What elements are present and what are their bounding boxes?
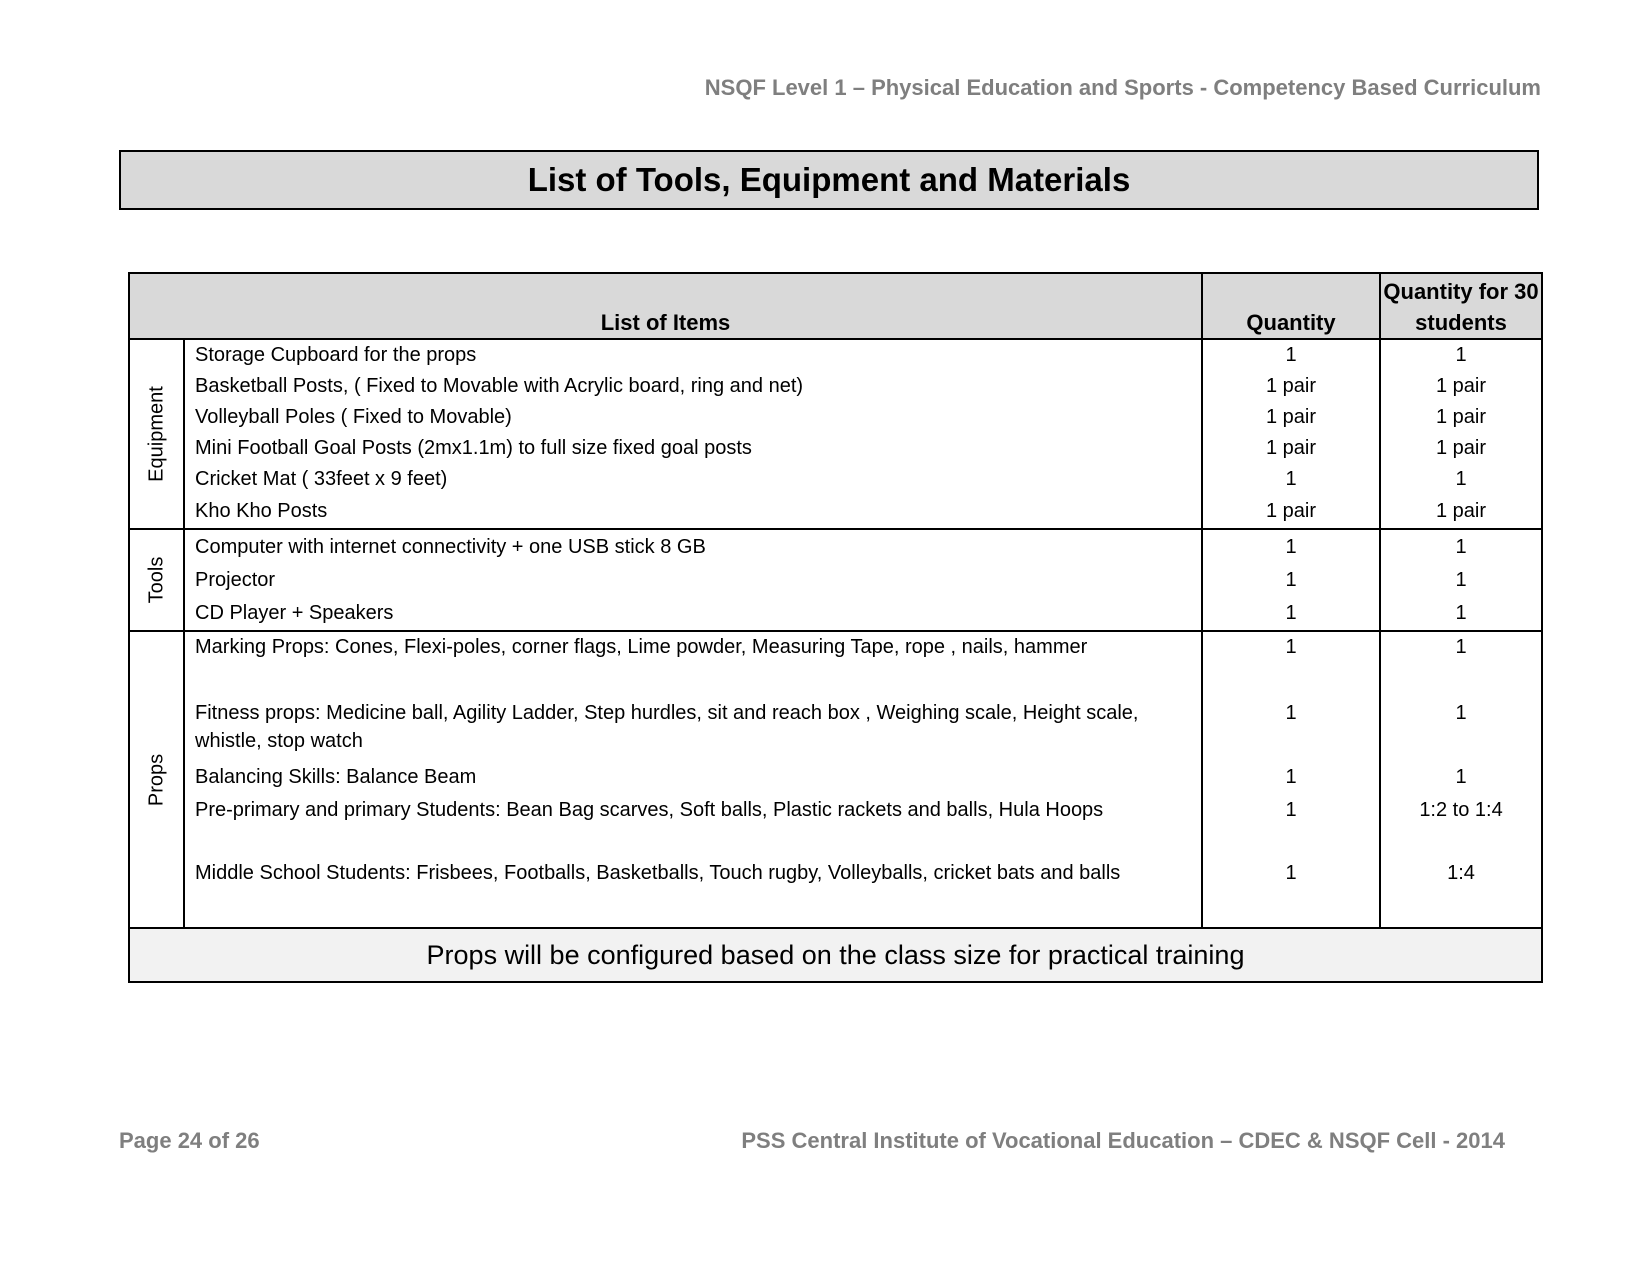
list-item: Storage Cupboard for the props xyxy=(195,343,477,366)
quantity-30-value: 1 xyxy=(1455,765,1467,788)
quantity-30-value: 1 xyxy=(1455,468,1467,490)
category-label: Tools xyxy=(145,556,167,604)
column-header-items: List of Items xyxy=(129,273,1202,339)
quantity-30-value: 1 xyxy=(1455,635,1467,658)
quantity-value: 1 xyxy=(1285,602,1297,624)
page-number: Page 24 of 26 xyxy=(119,1128,260,1153)
quantity-30-value: 1 xyxy=(1455,602,1467,624)
quantity-30-value: 1:2 to 1:4 xyxy=(1419,798,1503,821)
props-group xyxy=(129,631,1542,928)
list-item: Computer with internet connectivity + one USB stick 8 GB xyxy=(195,535,706,558)
category-tools xyxy=(129,529,184,631)
quantity-value: 1 xyxy=(1285,343,1297,366)
list-item: Cricket Mat ( 33feet x 9 feet) xyxy=(195,468,448,490)
list-item: Volleyball Poles ( Fixed to Movable) xyxy=(195,406,512,428)
list-item: CD Player + Speakers xyxy=(195,602,394,624)
quantity-value: 1 pair xyxy=(1266,500,1317,522)
category-props xyxy=(129,631,184,928)
quantity-value: 1 pair xyxy=(1266,406,1317,428)
quantity-30-value: 1 pair xyxy=(1436,374,1487,397)
list-item: Middle School Students: Frisbees, Footballs, Basketballs, Touch rugby, Volleyballs, cricket bats and balls xyxy=(195,861,1121,884)
quantity-value: 1 xyxy=(1285,765,1297,788)
tools-quantities xyxy=(1202,529,1380,631)
footer-institute: PSS Central Institute of Vocational Education – CDEC & NSQF Cell - 2014 xyxy=(741,1128,1505,1153)
list-item: Marking Props: Cones, Flexi-poles, corner flags, Lime powder, Measuring Tape, rope , nails, hammer xyxy=(195,635,1088,658)
quantity-value: 1 xyxy=(1285,798,1297,821)
tools-group xyxy=(129,529,1542,631)
quantity-value: 1 pair xyxy=(1266,437,1317,459)
list-item: Projector xyxy=(195,569,276,591)
tools-quantities-30 xyxy=(1380,529,1542,631)
table-header-row xyxy=(129,273,1542,339)
quantity-value: 1 xyxy=(1285,535,1297,558)
list-item: Mini Football Goal Posts (2mx1.1m) to full size fixed goal posts xyxy=(195,437,752,459)
quantity-30-value: 1 pair xyxy=(1436,500,1487,522)
list-item: Balancing Skills: Balance Beam xyxy=(195,765,477,788)
equipment-group xyxy=(129,339,1542,529)
equipment-items xyxy=(184,339,1202,529)
props-quantities-30 xyxy=(1380,631,1542,928)
tools-items xyxy=(184,529,1202,631)
list-item: Kho Kho Posts xyxy=(195,500,328,522)
list-item: Basketball Posts, ( Fixed to Movable with Acrylic board, ring and net) xyxy=(195,374,804,397)
quantity-30-value: 1 xyxy=(1455,701,1467,724)
table-footnote: Props will be configured based on the class size for practical training xyxy=(129,928,1542,982)
table-footnote-row xyxy=(129,928,1542,982)
quantity-30-value: 1 xyxy=(1455,535,1467,558)
quantity-30-value: 1 pair xyxy=(1436,406,1487,428)
category-equipment xyxy=(129,339,184,529)
quantity-value: 1 xyxy=(1285,635,1297,658)
quantity-value: 1 xyxy=(1285,468,1297,490)
quantity-value: 1 xyxy=(1285,569,1297,591)
props-quantities xyxy=(1202,631,1380,928)
running-header: NSQF Level 1 – Physical Education and Sports - Competency Based Curriculum xyxy=(704,75,1541,100)
quantity-value: 1 xyxy=(1285,701,1297,724)
quantity-30-value: 1 pair xyxy=(1436,437,1487,459)
page-title: List of Tools, Equipment and Materials xyxy=(119,150,1539,210)
column-header-quantity-30: Quantity for 30 students xyxy=(1380,273,1542,339)
quantity-30-value: 1 xyxy=(1455,343,1467,366)
category-label: Props xyxy=(145,753,167,806)
quantity-30-value: 1:4 xyxy=(1447,861,1475,884)
props-items xyxy=(184,631,1202,928)
column-header-quantity: Quantity xyxy=(1202,273,1380,339)
quantity-value: 1 pair xyxy=(1266,374,1317,397)
list-item: Pre-primary and primary Students: Bean Bag scarves, Soft balls, Plastic rackets and balls, Hula Hoops xyxy=(195,798,1104,821)
items-table xyxy=(128,272,1543,983)
equipment-quantities-30 xyxy=(1380,339,1542,529)
quantity-30-value: 1 xyxy=(1455,569,1467,591)
equipment-quantities xyxy=(1202,339,1380,529)
list-item: Fitness props: Medicine ball, Agility Ladder, Step hurdles, sit and reach box , Weighing scale, Height scale, whistle, stop watch xyxy=(195,702,1139,752)
category-label: Equipment xyxy=(145,386,167,482)
quantity-value: 1 xyxy=(1285,861,1297,884)
